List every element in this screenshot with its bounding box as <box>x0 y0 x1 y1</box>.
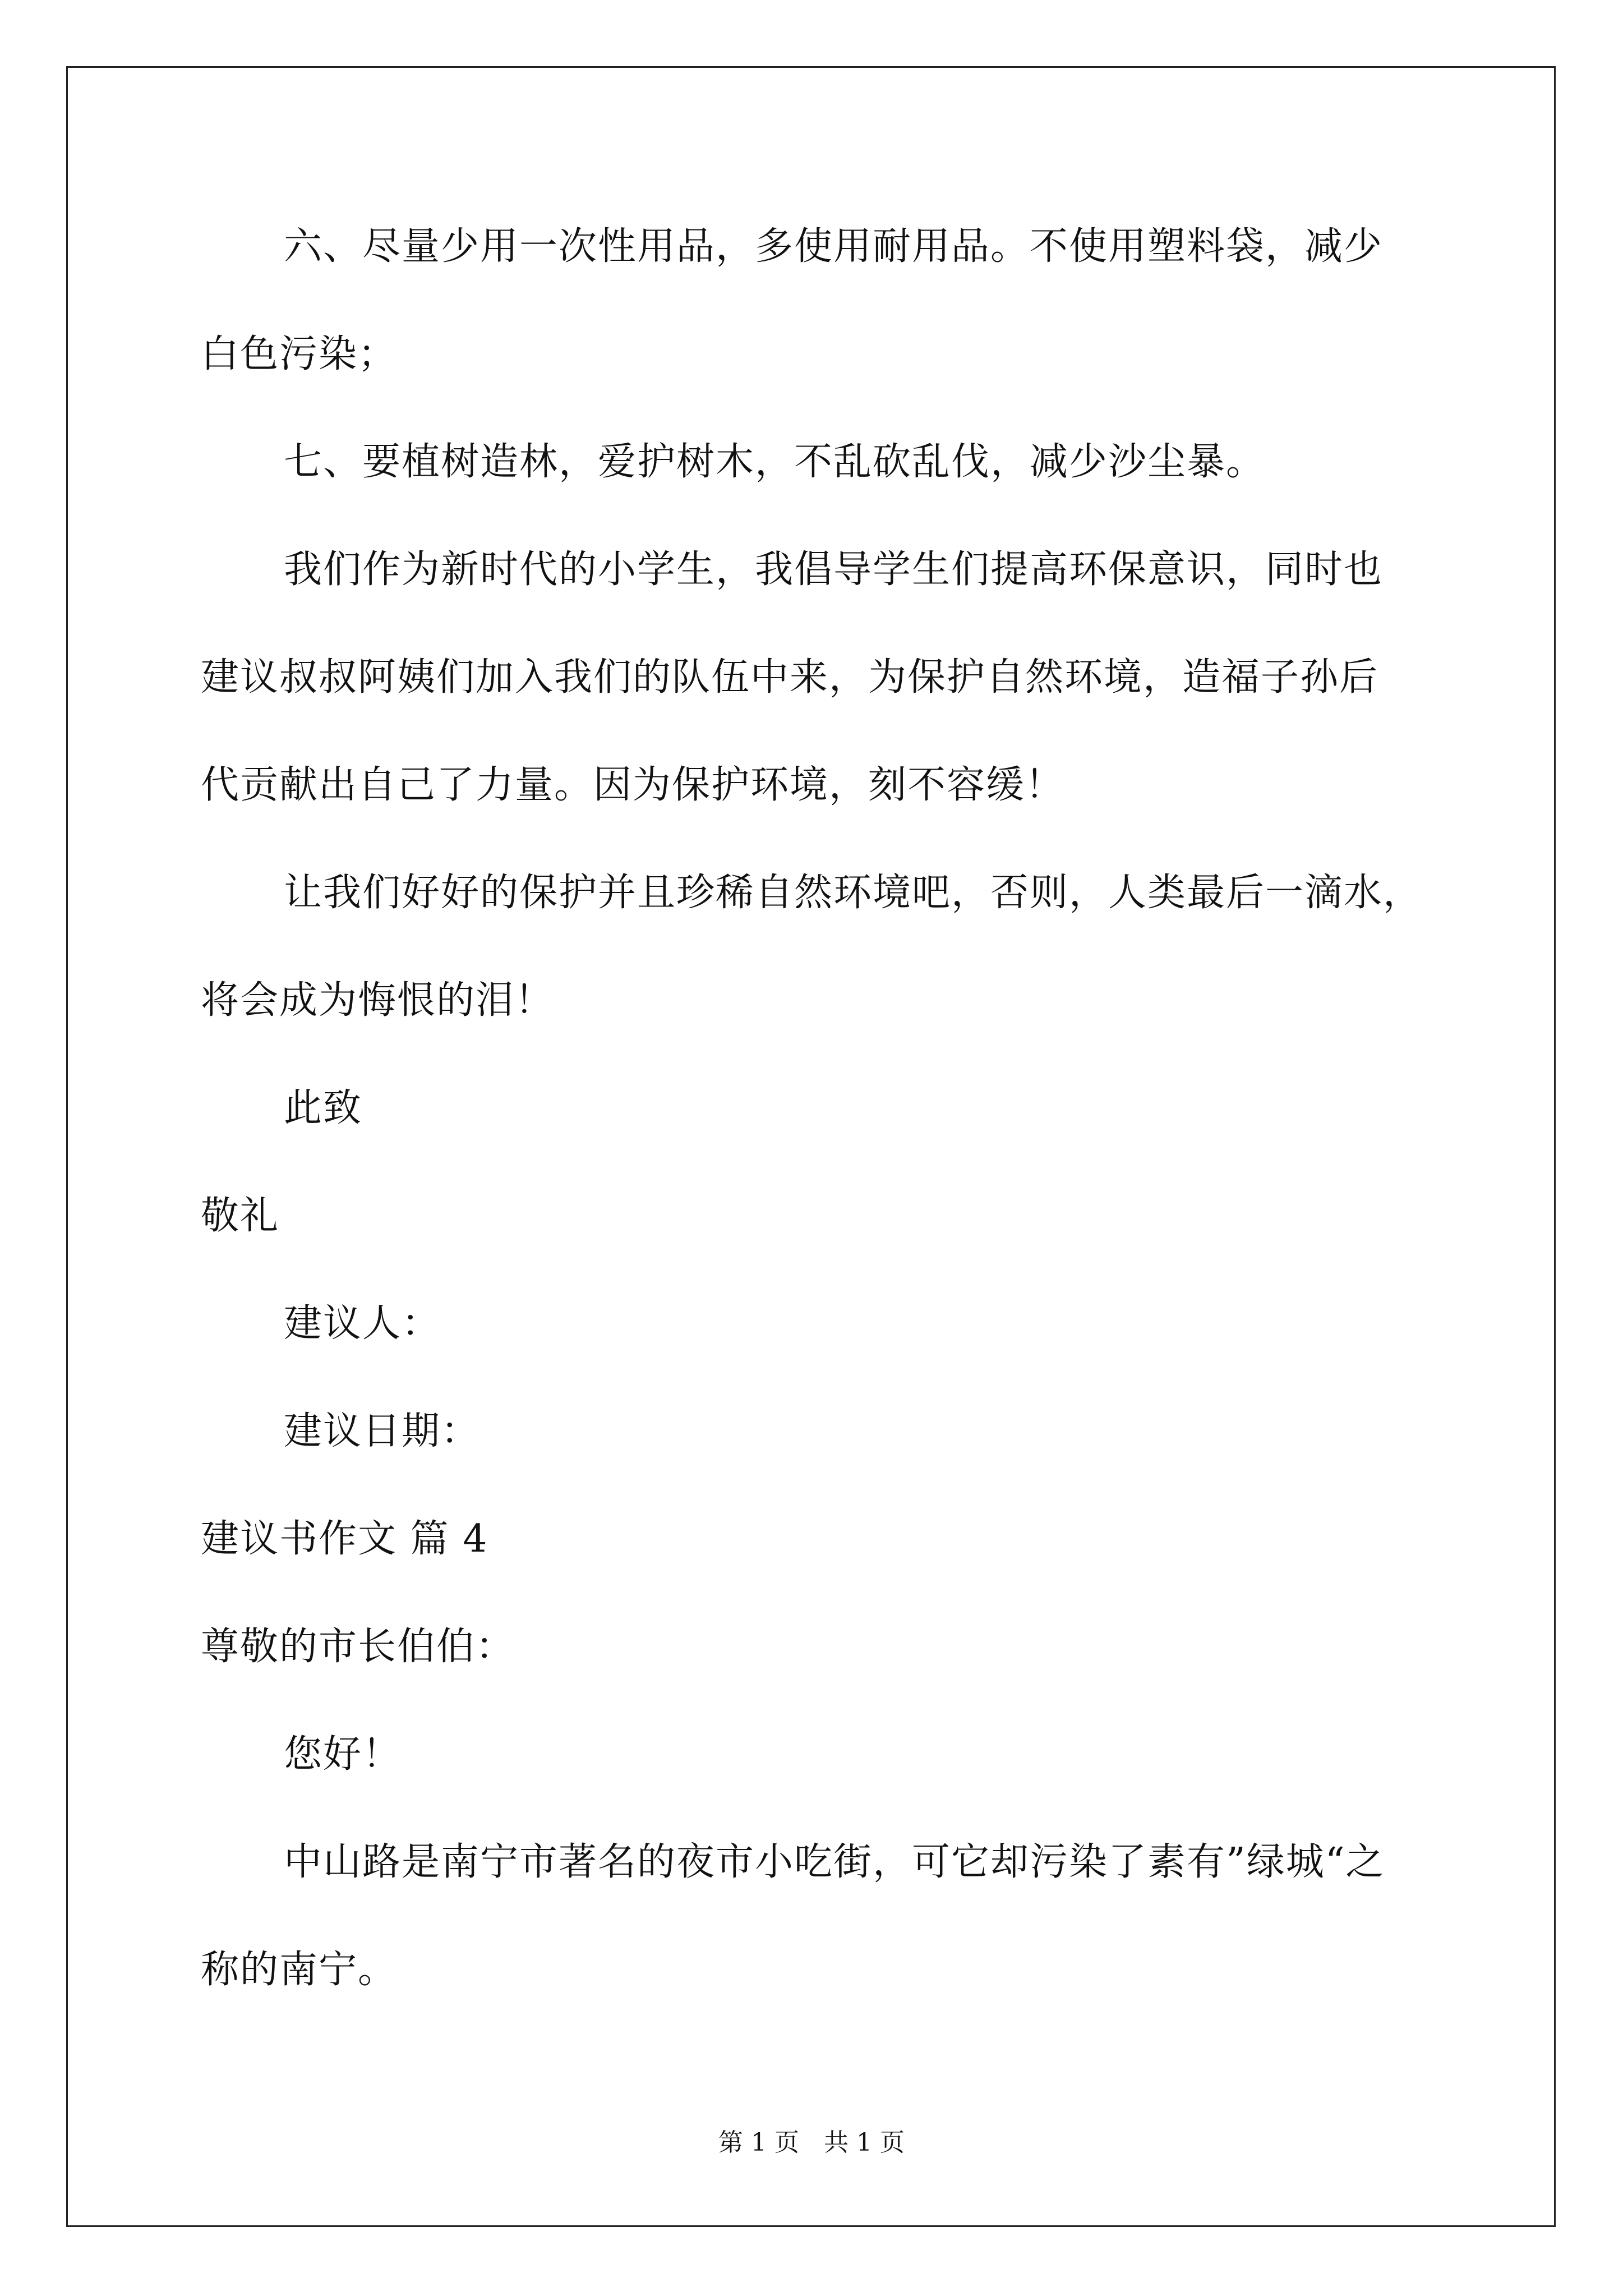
paragraph-line: 让我们好好的保护并且珍稀自然环境吧，否则，人类最后一滴水， <box>284 871 1423 915</box>
page-number-footer: 第 1 页 共 1 页 <box>718 2128 905 2157</box>
paragraph-line: 白色污染； <box>201 332 398 376</box>
paragraph-line: 七、要植树造林，爱护树木，不乱砍乱伐，减少沙尘暴。 <box>284 440 1266 484</box>
closing-salutation: 此致 <box>284 1086 363 1130</box>
page-border <box>66 66 1556 2227</box>
paragraph-line: 六、尽量少用一次性用品，多使用耐用品。不使用塑料袋，减少 <box>284 224 1384 269</box>
greeting-line: 您好！ <box>284 1732 402 1777</box>
paragraph-line: 将会成为悔恨的泪！ <box>201 978 555 1023</box>
greeting-line: 尊敬的市长伯伯： <box>201 1625 515 1669</box>
signature-label: 建议人： <box>284 1301 441 1346</box>
paragraph-line: 代贡献出自己了力量。因为保护环境，刻不容缓！ <box>201 763 1065 807</box>
paragraph-line: 我们作为新时代的小学生，我倡导学生们提高环保意识，同时也 <box>284 547 1384 592</box>
closing-respect: 敬礼 <box>201 1194 280 1238</box>
paragraph-line: 中山路是南宁市著名的夜市小吃街，可它却污染了素有”绿城“之 <box>284 1840 1385 1884</box>
paragraph-line: 建议叔叔阿姨们加入我们的队伍中来，为保护自然环境，造福子孙后 <box>201 655 1379 700</box>
date-label: 建议日期： <box>284 1409 481 1453</box>
paragraph-line: 称的南宁。 <box>201 1948 398 1992</box>
section-heading: 建议书作文 篇 4 <box>201 1517 488 1561</box>
